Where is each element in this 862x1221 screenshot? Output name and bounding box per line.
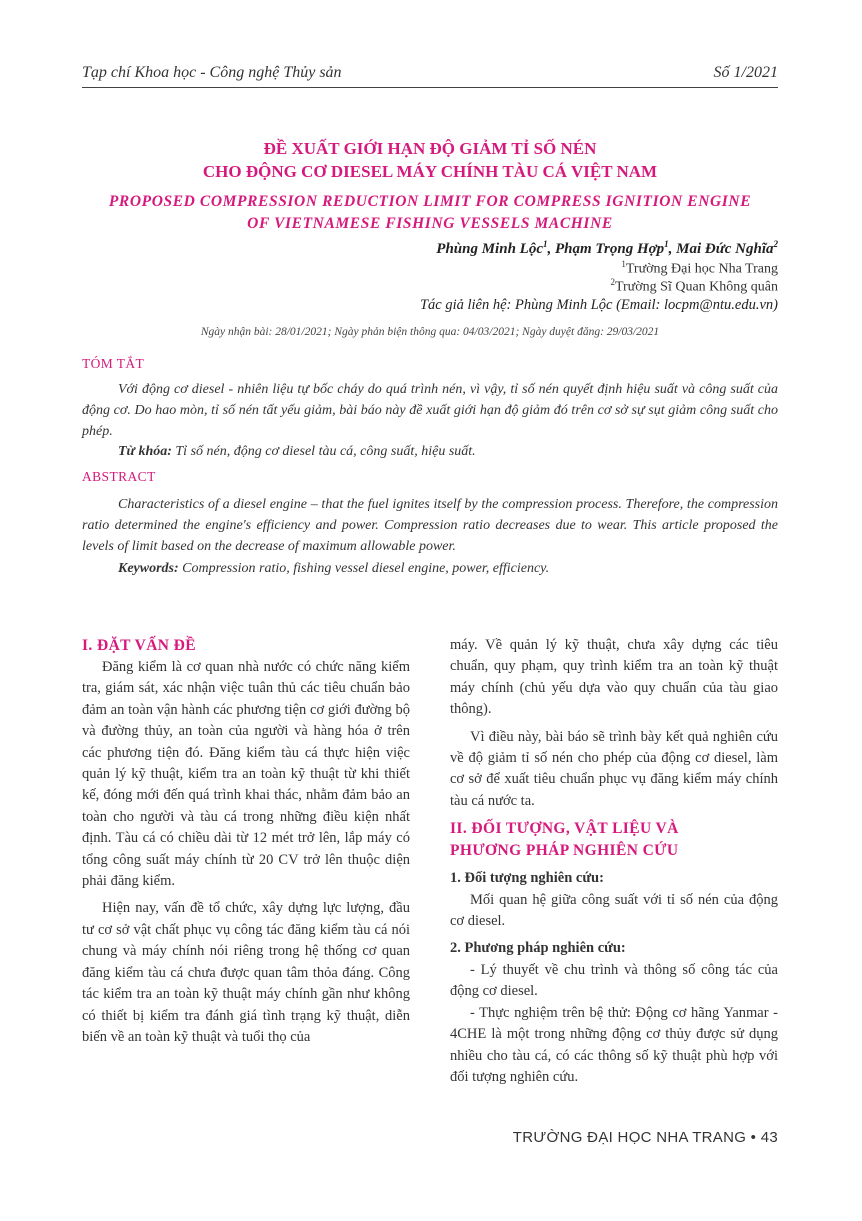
author-1-affil: 1 xyxy=(542,239,548,249)
tomtat-text: Với động cơ diesel - nhiên liệu tự bốc cháy do quá trình nén, vì vậy, tỉ số nén quyết định hiệu suất và công suất của động cơ. Do hao mòn, tỉ số nén tất yếu giảm, bài báo này đề xuất giới hạn độ giảm đó trên cơ sở sự sụt giảm công suất cho phép. xyxy=(82,382,778,439)
abstract-text: Characteristics of a diesel engine – that the fuel ignites itself by the compression process. Therefore, the compression ratio determined the engine's efficiency and power. Compression ratio decreases due to wear. This article proposed the levels of limit based on the decrease of maximum allowable power. xyxy=(82,497,778,554)
abstract-heading: ABSTRACT xyxy=(82,469,156,484)
affiliation-2-text: Trường Sĩ Quan Không quân xyxy=(614,279,778,295)
author-2-affil: 1 xyxy=(664,239,669,249)
affiliation-2-marker: 2 xyxy=(610,277,615,287)
subsection-2-item-1: - Lý thuyết về chu trình và thông số công tác của động cơ diesel. xyxy=(450,961,778,1000)
section-2-heading-line-1: II. ĐỐI TƯỢNG, VẬT LIỆU VÀ xyxy=(450,820,679,838)
running-header xyxy=(82,64,778,86)
title-vietnamese xyxy=(82,137,778,183)
subsection-2-item-2: - Thực nghiệm trên bệ thử: Động cơ hãng Yanmar - 4CHE là một trong những động cơ thủy được sử dụng nhiều cho tàu cá, có các thông số kỹ thuật phù hợp với đối tượng nghiên cứu. xyxy=(450,1004,778,1085)
footer-bullet: • xyxy=(750,1129,757,1146)
page-footer xyxy=(513,1129,778,1146)
title-en-line-2: OF VIETNAMESE FISHING VESSELS MACHINE xyxy=(247,215,613,232)
section-1-paragraph-3: Vì điều này, bài báo sẽ trình bày kết quả nghiên cứu về độ giảm tỉ số nén cho phép của động cơ diesel, làm cơ sở để xuất tiêu chuẩn phục vụ đăng kiểm máy chính tàu cá nước ta. xyxy=(450,728,778,809)
keywords-vi-text: Tỉ số nén, động cơ diesel tàu cá, công suất, hiệu suất. xyxy=(171,444,476,459)
body-column-left xyxy=(82,635,410,1048)
tomtat-heading: TÓM TẮT xyxy=(82,356,145,371)
author-1: Phùng Minh Lộc xyxy=(436,241,543,257)
keywords-en-label: Keywords: xyxy=(118,561,179,576)
issue-number: Số 1/2021 xyxy=(713,64,778,81)
subsection-2-heading: 2. Phương pháp nghiên cứu: xyxy=(450,940,626,957)
page-number: 43 xyxy=(760,1129,778,1146)
keywords-en-text: Compression ratio, fishing vessel diesel engine, power, efficiency. xyxy=(178,561,550,576)
author-3-affil: 2 xyxy=(773,239,778,249)
header-divider xyxy=(82,87,778,88)
author-list xyxy=(436,239,778,258)
submission-dates: Ngày nhận bài: 28/01/2021; Ngày phản biện thông qua: 04/03/2021; Ngày duyệt đăng: 29/03/2021 xyxy=(200,326,660,338)
author-3: , Mai Đức Nghĩa xyxy=(668,241,774,257)
section-1-paragraph-1: Đăng kiểm là cơ quan nhà nước có chức năng kiểm tra, giám sát, xác nhận việc tuân thủ các tiêu chuẩn bảo đảm an toàn vận hành các phương tiện cơ giới đường bộ và đường thủy, an toàn của người và hàng hóa ở trên các phương tiện đó. Đăng kiểm tàu cá thực hiện việc quản lý kỹ thuật, kiểm tra an toàn kỹ thuật từ khi thiết kế, đóng mới đến quá trình khai thác, nhằm đảm bảo an toàn cho người và tàu cá trong những điều kiện nhất định. Tàu cá có chiều dài từ 12 mét trở lên, lắp máy có tổng công suất máy chính từ 20 CV trở lên thuộc diện phải đăng kiểm. xyxy=(82,659,410,890)
corresponding-author: Tác giả liên hệ: Phùng Minh Lộc (Email: locpm@ntu.edu.vn) xyxy=(419,297,778,313)
title-vi-line-2: CHO ĐỘNG CƠ DIESEL MÁY CHÍNH TÀU CÁ VIỆT NAM xyxy=(202,162,658,181)
subsection-1-heading: 1. Đối tượng nghiên cứu: xyxy=(450,870,604,887)
keywords-english xyxy=(118,561,549,577)
body-column-right xyxy=(450,635,778,1088)
journal-name: Tạp chí Khoa học - Công nghệ Thủy sản xyxy=(82,64,342,81)
title-english xyxy=(82,191,778,235)
affiliation-1 xyxy=(621,259,778,278)
footer-university: TRƯỜNG ĐẠI HỌC NHA TRANG xyxy=(512,1129,747,1146)
section-2-heading-line-2: PHƯƠNG PHÁP NGHIÊN CỨU xyxy=(450,842,679,860)
section-1-heading: I. ĐẶT VẤN ĐỀ xyxy=(82,637,197,654)
affiliation-2 xyxy=(610,277,778,296)
keywords-vietnamese xyxy=(118,444,476,460)
title-vi-line-1: ĐỀ XUẤT GIỚI HẠN ĐỘ GIẢM TỈ SỐ NÉN xyxy=(263,139,597,158)
section-1-paragraph-2-continued: máy. Về quản lý kỹ thuật, chưa xây dựng các tiêu chuẩn, quy phạm, quy trình kiểm tra an toàn kỹ thuật máy chính (chủ yếu dựa vào quy chuẩn của tàu giao thông). xyxy=(450,637,778,718)
affiliation-1-marker: 1 xyxy=(621,259,626,269)
keywords-vi-label: Từ khóa: xyxy=(118,444,172,459)
affiliation-1-text: Trường Đại học Nha Trang xyxy=(625,261,778,277)
subsection-1-text: Mối quan hệ giữa công suất với tỉ số nén của động cơ diesel. xyxy=(450,891,778,930)
section-1-paragraph-2: Hiện nay, vấn đề tổ chức, xây dựng lực lượng, đầu tư cơ sở vật chất phục vụ công tác đăng kiểm tàu cá nói chung và máy chính nói riêng trong hệ thống cơ quan đăng kiểm tàu cá chưa được quan tâm thỏa đáng. Công tác kiểm tra an toàn kỹ thuật máy chính gần như không có thiết bị kiểm tra đánh giá tình trạng kỹ thuật, diễn biến về an toàn kỹ thuật và tuổi thọ của xyxy=(82,900,410,1045)
author-2: , Phạm Trọng Hợp xyxy=(547,241,665,257)
title-en-line-1: PROPOSED COMPRESSION REDUCTION LIMIT FOR COMPRESS IGNITION ENGINE xyxy=(108,193,752,210)
